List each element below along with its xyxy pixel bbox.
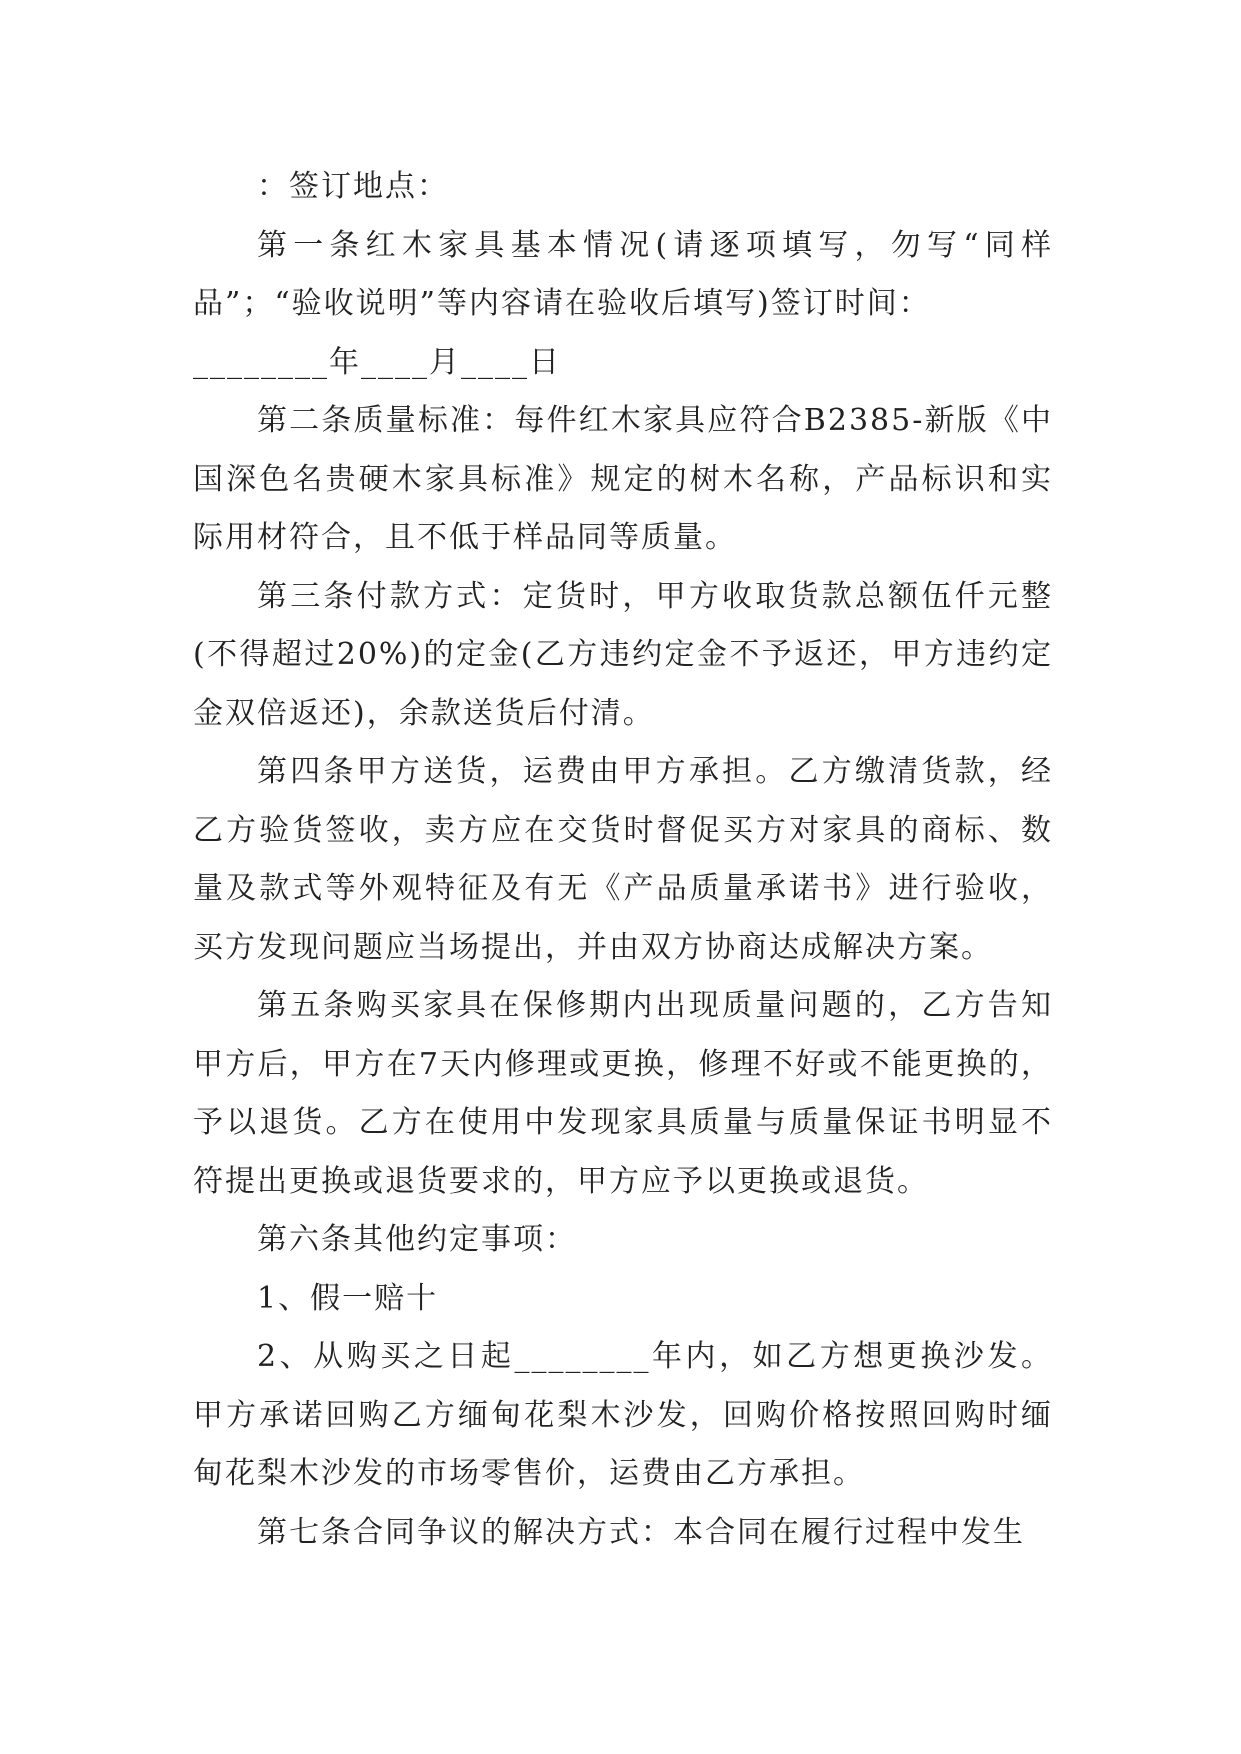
article-6-item-1: 1、假一赔十: [257, 1280, 439, 1316]
article-7-paragraph: 第七条合同争议的解决方式：本合同在履行过程中发生: [257, 1514, 1025, 1550]
document-body: [193, 158, 1053, 1562]
signing-location-line: ：签订地点：: [257, 169, 449, 204]
article-2-paragraph: 第二条质量标准：每件红木家具应符合B2385-新版《中国深色名贵硬木家具标准》规定的树木名称，产品标识和实际用材符合，且不低于样品同等质量。: [193, 403, 1053, 555]
article-6-heading: 第六条其他约定事项：: [257, 1222, 577, 1257]
article-4-paragraph: 第四条甲方送货，运费由甲方承担。乙方缴清货款，经乙方验货签收，卖方应在交货时督促买方对家具的商标、数量及款式等外观特征及有无《产品质量承诺书》进行验收，买方发现问题应当场提出，并由双方协商达成解决方案。: [193, 754, 1053, 965]
article-6-item-2: 2、从购买之日起________年内，如乙方想更换沙发。甲方承诺回购乙方缅甸花梨木沙发，回购价格按照回购时缅甸花梨木沙发的市场零售价，运费由乙方承担。: [193, 1339, 1053, 1491]
signing-date-blank-line: ________年____月____日: [193, 344, 561, 380]
article-1-paragraph: 第一条红木家具基本情况(请逐项填写，勿写“同样品”；“验收说明”等内容请在验收后填写)签订时间：: [193, 227, 1053, 321]
article-3-paragraph: 第三条付款方式：定货时，甲方收取货款总额伍仟元整(不得超过20%)的定金(乙方违约定金不予返还，甲方违约定金双倍返还)，余款送货后付清。: [193, 578, 1053, 731]
article-5-paragraph: 第五条购买家具在保修期内出现质量问题的，乙方告知甲方后，甲方在7天内修理或更换，修理不好或不能更换的，予以退货。乙方在使用中发现家具质量与质量保证书明显不符提出更换或退货要求的，甲方应予以更换或退货。: [193, 988, 1053, 1199]
